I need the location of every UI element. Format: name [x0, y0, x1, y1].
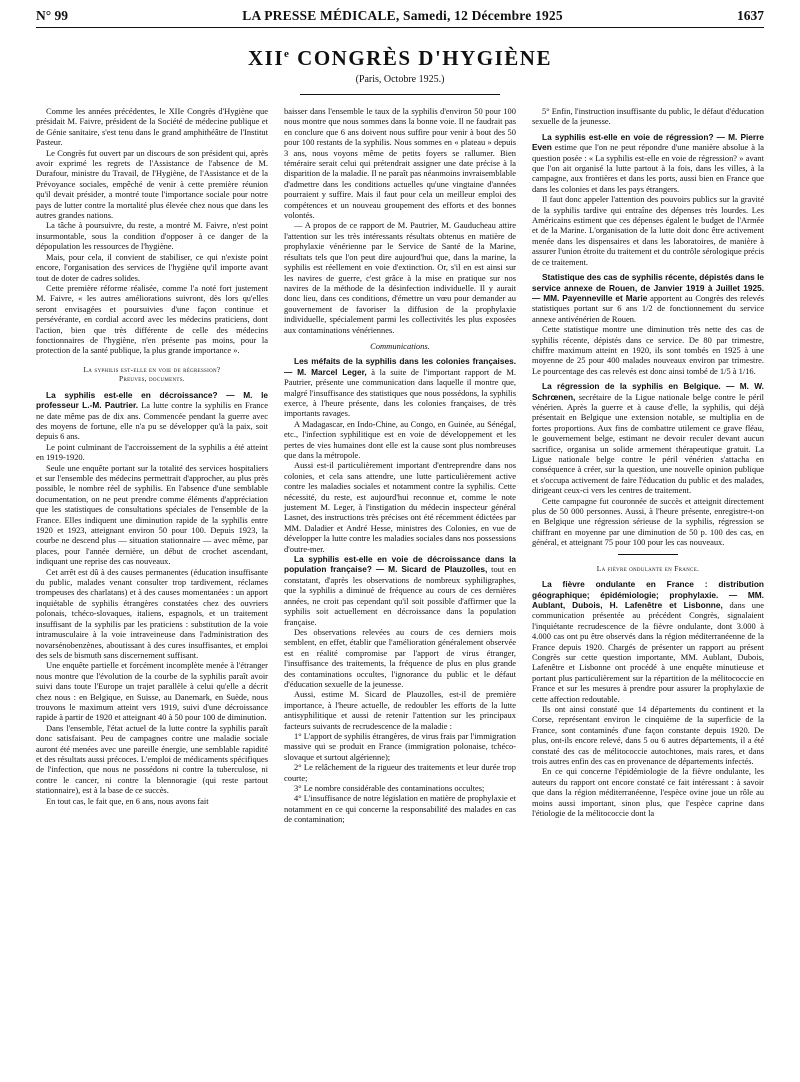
paragraph: Aussi, estime M. Sicard de Plauzolles, est-il de première importance, à l'heure actuelle, de redoubler les efforts de la lutte antisyphilitique et aussi de retenir l'attention sur les principaux facteurs suivants de recrudescence de la maladie :	[284, 689, 516, 731]
paragraph: Cette première réforme réalisée, comme l'a noté fort justement M. Faivre, « les autres améliorations suivront, dès lors qu'elles seront envisagées et poursuivies d'une façon continue et persévérante, en cordial accord avec les médecins praticiens, dont l'action, bien que très différente de celle des médecins fonctionnaires de l'hygiène, n'en présente pas moins, pour la protection de la santé publique, la plus grande importance ».	[36, 282, 268, 356]
section-heading: La fièvre ondulante en France.	[596, 563, 700, 573]
subsection-heading: Communications.	[370, 340, 430, 351]
paragraph: 2° Le relâchement de la rigueur des traitements et leur durée trop courte;	[284, 762, 516, 783]
paragraph: En ce qui concerne l'épidémiologie de la fièvre ondulante, les auteurs du rapport ont encore constaté ce fait intéressant : à savoir que dans la région méditerranéenne, l'espèce ovine joue un rôle au moins aussi important, sinon plus, que l'espèce caprine dans l'étiologie de la mélitococcie dont la	[532, 766, 764, 819]
item-lead: Les méfaits de la syphilis dans les colonies françaises. — M. Marcel Leger,	[284, 356, 516, 377]
paragraph: Cette campagne fut couronnée de succès et atteignit directement plus de 50 000 personnes. Aussi, à l'heure présente, enregistre-t-on en Belgique une régression sérieuse de la syphilis, régression se chiffrant en moyenne par une diminution de 50 p. 100 des cas, en général, et atteignant 75 pour 100 pour les cas nouveaux.	[532, 495, 764, 548]
paragraph: Aussi est-il particulièrement important d'entreprendre dans nos colonies, et cela sans attendre, une lutte particulièrement active contre les maladies sociales et notamment contre la syphilis. Cette nécessité, du reste, est aujourd'hui reconnue et, comme le note justement M. Leger, à l'instigation du médecin inspecteur général Lasnet, des instructions très précises ont été récemment édictées par MM. Daladier et André Hesse, ministres des Colonies, en vue de développer la lutte contre les maladies sociales dans nos possessions d'outre-mer.	[284, 460, 516, 554]
title-divider	[300, 94, 500, 95]
paragraph: Des observations relevées au cours de ces derniers mois semblent, en effet, établir que l'amélioration généralement observée est en réalité compromise par l'apport de virus étranger, l'insuffisance des traitements, la fréquence de plus en plus grande des contaminations occultes, l'ignorance du public et le défaut d'éducation sexuelle de la jeunesse.	[284, 626, 516, 689]
paragraph: Comme les années précédentes, le XIIe Congrès d'Hygiène que présidait M. Faivre, président de la Société de médecine publique et de Génie sanitaire, s'est tenu dans le grand amphithéâtre de l'Institut Pasteur.	[36, 106, 268, 148]
paragraph: A Madagascar, en Indo-Chine, au Congo, en Guinée, au Sénégal, etc., l'infection syphilitique est en voie de développement et les pertes de vies humaines dont elle est la cause sont plus nombreuses que dans la métropole.	[284, 418, 516, 460]
column-2	[284, 106, 516, 825]
paragraph: Cet arrêt est dû à des causes permanentes (éducation insuffisante du public, malades venant consulter trop tardivement, réclames trompeuses des charlatans) et à des causes momentanées : un apport inquiétable de syphilis étrangères constatées chez des ouvriers polonais, tchéco-slovaques, italiens, espagnols, et un traitement insuffisant de la syphilis par les praticiens : substitution de la voie intramusculaire à la voie intraveineuse dans l'administration des novarsénobenzènes, aboutissant à des cures insuffisantes, et emploi des sels de bismuth sans discernement suffisant.	[36, 566, 268, 660]
paragraph: Cette statistique montre une diminution très nette des cas de syphilis récente, dépistés dans ce service. De 80 par trimestre, chiffre maximum atteint en 1920, ils sont tombés en 1925 à une moyenne de 25 pour 400 malades nouveaux environ par trimestre. Le pourcentage des cas relevés est donc ainsi tombé de 1/5 à 1/16.	[532, 324, 764, 376]
section-heading: La syphilis est-elle en voie de régression? Preuves, documents.	[83, 364, 221, 384]
paragraph: La syphilis est-elle en décroissance? — M. le professeur L.-M. Pautrier. La lutte contre la syphilis en France ne date même pas de dix ans. Commencée pendant la guerre avec des moyens de fortune, elle n'a pu se développer qu'à la paix, soit depuis 6 ans.	[36, 389, 268, 442]
item-lead: La fièvre ondulante en France : distribution géographique; épidémiologie; prophylaxie. — MM. Aublant, Dubois, H. Lafenêtre et Lisbonne,	[532, 579, 764, 610]
journal-title: LA PRESSE MÉDICALE, Samedi, 12 Décembre 1925	[242, 8, 563, 23]
section-divider	[618, 554, 678, 555]
paragraph: baisser dans l'ensemble le taux de la syphilis d'environ 50 pour 100 nous montre que nous sommes dans la bonne voie. Il ne faudrait pas en conclure que 6 ans doivent nous suffire pour venir à bout des 50 pour 100 restants de la syphilis. Nous sommes en « plateau » depuis 3 ans, nous voyons même de petits foyers se rallumer. Bien téméraire serait celui qui prétendrait assigner une date précise à la disparition de la maladie. Il ne paraît pas néanmoins invraisemblable d'admettre dans les conditions actuelles qu'une vingtaine d'années pourraient y suffire. Mais il faut pour cela un meilleur emploi des compétences et un nouveau groupement des efforts et des bonnes volontés.	[284, 106, 516, 221]
paragraph: La syphilis est-elle en voie de régression? — M. Pierre Even estime que l'on ne peut répondre d'une manière absolue à la question posée : « La syphilis est-elle en voie de régression? » avant que l'on ait organisé la lutte partout à la fois, dans les villes, à la campagne, aux frontières et dans les ports, aussi bien en France que dans les colonies et dans les pays étrangers.	[532, 131, 764, 194]
paragraph: 1° L'apport de syphilis étrangères, de virus frais par l'immigration massive qui se produit en France (immigration polonaise, tchéco-slovaque et surtout algérienne);	[284, 730, 516, 762]
item-lead: Statistique des cas de syphilis récente, dépistés dans le service annexe de Rouen, de Janvier 1919 à Juillet 1925. — MM. Payenneville et Marie	[532, 272, 764, 303]
page-number: 1637	[737, 8, 764, 23]
paragraph: Le point culminant de l'accroissement de la syphilis a été atteint en 1919-1920.	[36, 441, 268, 463]
paragraph: Statistique des cas de syphilis récente, dépistés dans le service annexe de Rouen, de Janvier 1919 à Juillet 1925. — MM. Payenneville et Marie apportent au Congrès des relevés statistiques portant sur 6 ans 1/2 de fonctionnement du service annexe antivénérien de Rouen.	[532, 272, 765, 324]
paragraph: La fièvre ondulante en France : distribution géographique; épidémiologie; prophylaxie. — MM. Aublant, Dubois, H. Lafenêtre et Lisbonne, dans une communication présentée au précédent Congrès, signalaient l'inquiétante recrudescence de la fièvre ondulante, dont 3.000 à 4.000 cas ont pu être observés dans la région méditerranéenne de la France depuis 1920. Chargés de présenter un rapport au présent Congrès sur cette question importante, MM. Aublant, Dubois, Lafenêtre et Lisbonne ont procédé à une enquête minutieuse et portant plus particulièrement sur la répartition de la mélitococcie en France et sur les mesures à prendre pour assurer la prophylaxie de cette affection redoutable.	[532, 579, 764, 704]
paragraph: Seule une enquête portant sur la totalité des services hospitaliers et sur l'ensemble des médecins permettrait d'approcher, au plus près possible, le nombre réel de syphilis. En l'absence d'une semblable documentation, on ne peut prendre comme éléments d'appréciation que les statistiques de consultations spéciales de l'ensemble de la France. Elles indiquent une diminution rapide de la syphilis entre 1920 et 1923, atteignant environ 50 pour 100. Depuis 1923, la courbe ne descend plus — situation stationnaire — avec même, par places, pour l'année dernière, un début de crochet ascendant, indiquant une reprise des cas nouveaux.	[36, 462, 268, 567]
text-columns	[36, 106, 764, 825]
paragraph: La régression de la syphilis en Belgique. — M. W. Schrœnen, secrétaire de la Ligue nationale belge contre le péril vénérien. Après la guerre et à cause d'elle, la syphilis, qui déjà présentait en Belgique une extension notable, se multiplia en de fortes proportions. Aux fins de combattre utilement ce grave fléau, le gouvernement belge, estimant ne devoir reculer devant aucun sacrifice, organisa un solide armement thérapeutique gratuit. La Ligue nationale belge contre le péril vénérien s'attacha en conséquence à créer, sur la question, une nouvelle opinion publique et s'occupa activement de faire l'éducation du public et des malades, dirigeant ceux-ci vers les centres de traitement.	[532, 381, 764, 496]
paragraph: En tout cas, le fait que, en 6 ans, nous avons fait	[46, 795, 209, 806]
paragraph: Mais, pour cela, il convient de stabiliser, ce qui n'existe point encore, l'organisation des services de l'hygiène qu'il importe avant tout de doter de cadres solides.	[36, 251, 268, 283]
paragraph: Les méfaits de la syphilis dans les colonies françaises. — M. Marcel Leger, à la suite de l'important rapport de M. Pautrier, présente une communication dans laquelle il montre que, malgré l'insuffisance des statistiques que nous possédons, la syphilis exerce, à l'heure présente, dans les colonies françaises, de très importants ravages.	[284, 356, 516, 419]
running-header	[36, 8, 764, 28]
paragraph: Une enquête partielle et forcément incomplète menée à l'étranger nous montre que l'évolution de la courbe de la syphilis paraît avoir suivi dans toute l'Europe un trajet parallèle à celui qu'elle a décrit chez nous : en Belgique, en Suisse, au Danemark, en Suède, nous trouvons le maximum atteint vers 1919, suivi d'une décroissance rapide à partir de 1920 et atteignant 40 à 50 pour 100 de diminution.	[36, 660, 268, 723]
article-subtitle: (Paris, Octobre 1925.)	[355, 74, 445, 85]
paragraph: 5° Enfin, l'instruction insuffisante du public, le défaut d'éducation sexuelle de la jeunesse.	[532, 106, 764, 127]
item-lead: La syphilis est-elle en décroissance? — M. le professeur L.-M. Pautrier.	[36, 389, 268, 411]
paragraph: Ils ont ainsi constaté que 14 départements du continent et la Corse, représentant environ le cinquième de la superficie de la France, sont contaminés d'une façon constante depuis 1920. De plus, ont-ils encore relevé, dans 5 ou 6 autres départements, il a été constaté des cas de mélitococcie autochtones, mais rares, et dans trois autres enfin des cas en provenance de départements infectés.	[532, 704, 764, 767]
paragraph: Il faut donc appeler l'attention des pouvoirs publics sur la gravité de la syphilis tardive qui entraîne des dépenses très lourdes. Les Américains estiment que ces dépenses égalent le budget de l'Armée et de la Marine. L'organisation de la lutte doit donc être activement menée dans les dispensaires et dans les laboratoires, de manière à assurer l'union étroite du traitement et du contrôle sérologique précis de ce traitement.	[532, 194, 764, 267]
paragraph: La syphilis est-elle en voie de décroissance dans la population française? — M. Sicard de Plauzolles, tout en constatant, d'après les observations de nombreux syphiligraphes, que la syphilis a diminué de fréquence au cours de ces dernières années, ne croit pas cependant qu'il soit possible d'affirmer que la syphilis soit actuellement en décroissance dans la population française.	[284, 554, 516, 627]
article-title: XIIe CONGRÈS D'HYGIÈNE	[248, 46, 552, 70]
paragraph: 3° Le nombre considérable des contaminations occultes;	[294, 783, 485, 793]
paragraph: Dans l'ensemble, l'état actuel de la lutte contre la syphilis paraît donc satisfaisant. Peu de campagnes contre une maladie sociale auront été menées avec une pareille énergie, une semblable rapidité et des résultats aussi précoces. L'emploi de médicaments spécifiques de l'infection, que nous ne possédons ni contre la tuberculose, ni contre le cancer, ni contre la blennoragie (qui reste partout stationnaire), est à la base de ce succès.	[36, 722, 268, 796]
paragraph: La tâche à poursuivre, du reste, a montré M. Faivre, n'est point insurmontable, sous la condition d'opposer à ce danger de la dépopulation les ressources de l'hygiène.	[36, 220, 268, 252]
item-lead: La régression de la syphilis en Belgique. — M. W. Schrœnen,	[532, 381, 764, 402]
paragraph: Le Congrès fut ouvert par un discours de son président qui, après avoir exprimé les regrets de l'Assistance de l'absence de M. Durafour, ministre du Travail, de l'Hygiène, de l'Assistance et de la Prévoyance sociales, empêché de venir à cette première réunion qu'il devait présider, a montré toute l'importance sociale pour notre pays de lutter contre la mortalité plus élevée chez nous que dans les autres grandes nations.	[36, 147, 268, 221]
item-lead: La syphilis est-elle en voie de décroissance dans la population française? — M. Sicard de Plauzolles,	[284, 554, 516, 575]
item-lead: La syphilis est-elle en voie de régression? — M. Pierre Even	[532, 131, 764, 153]
paragraph: 4° L'insuffisance de notre législation en matière de prophylaxie et notamment en ce qui concerne la responsabilité des malades en cas de contamination;	[284, 793, 516, 825]
column-1	[36, 106, 268, 825]
paragraph: — A propos de ce rapport de M. Pautrier, M. Gauducheau attire l'attention sur les très intéressants résultats obtenus en matière de prophylaxie vénérienne par le Service de Santé de la Marine, résultats tels que l'on peut dire aujourd'hui que, dans la marine, la syphilis est réellement en voie d'extinction. Or, s'il en est ainsi sur les navires de guerre, c'est grâce à la mise en pratique sur nos navires de la méthode de la désinfection individuelle. Il y aurait donc lieu, dans ces conditions, d'émettre un vœu pour demander au gouvernement de favoriser la diffusion de la prophylaxie individuelle, spécialement parmi les collectivités les plus exposées aux contaminations vénériennes.	[284, 220, 516, 335]
issue-number: N° 99	[36, 8, 69, 23]
column-3	[532, 106, 764, 825]
